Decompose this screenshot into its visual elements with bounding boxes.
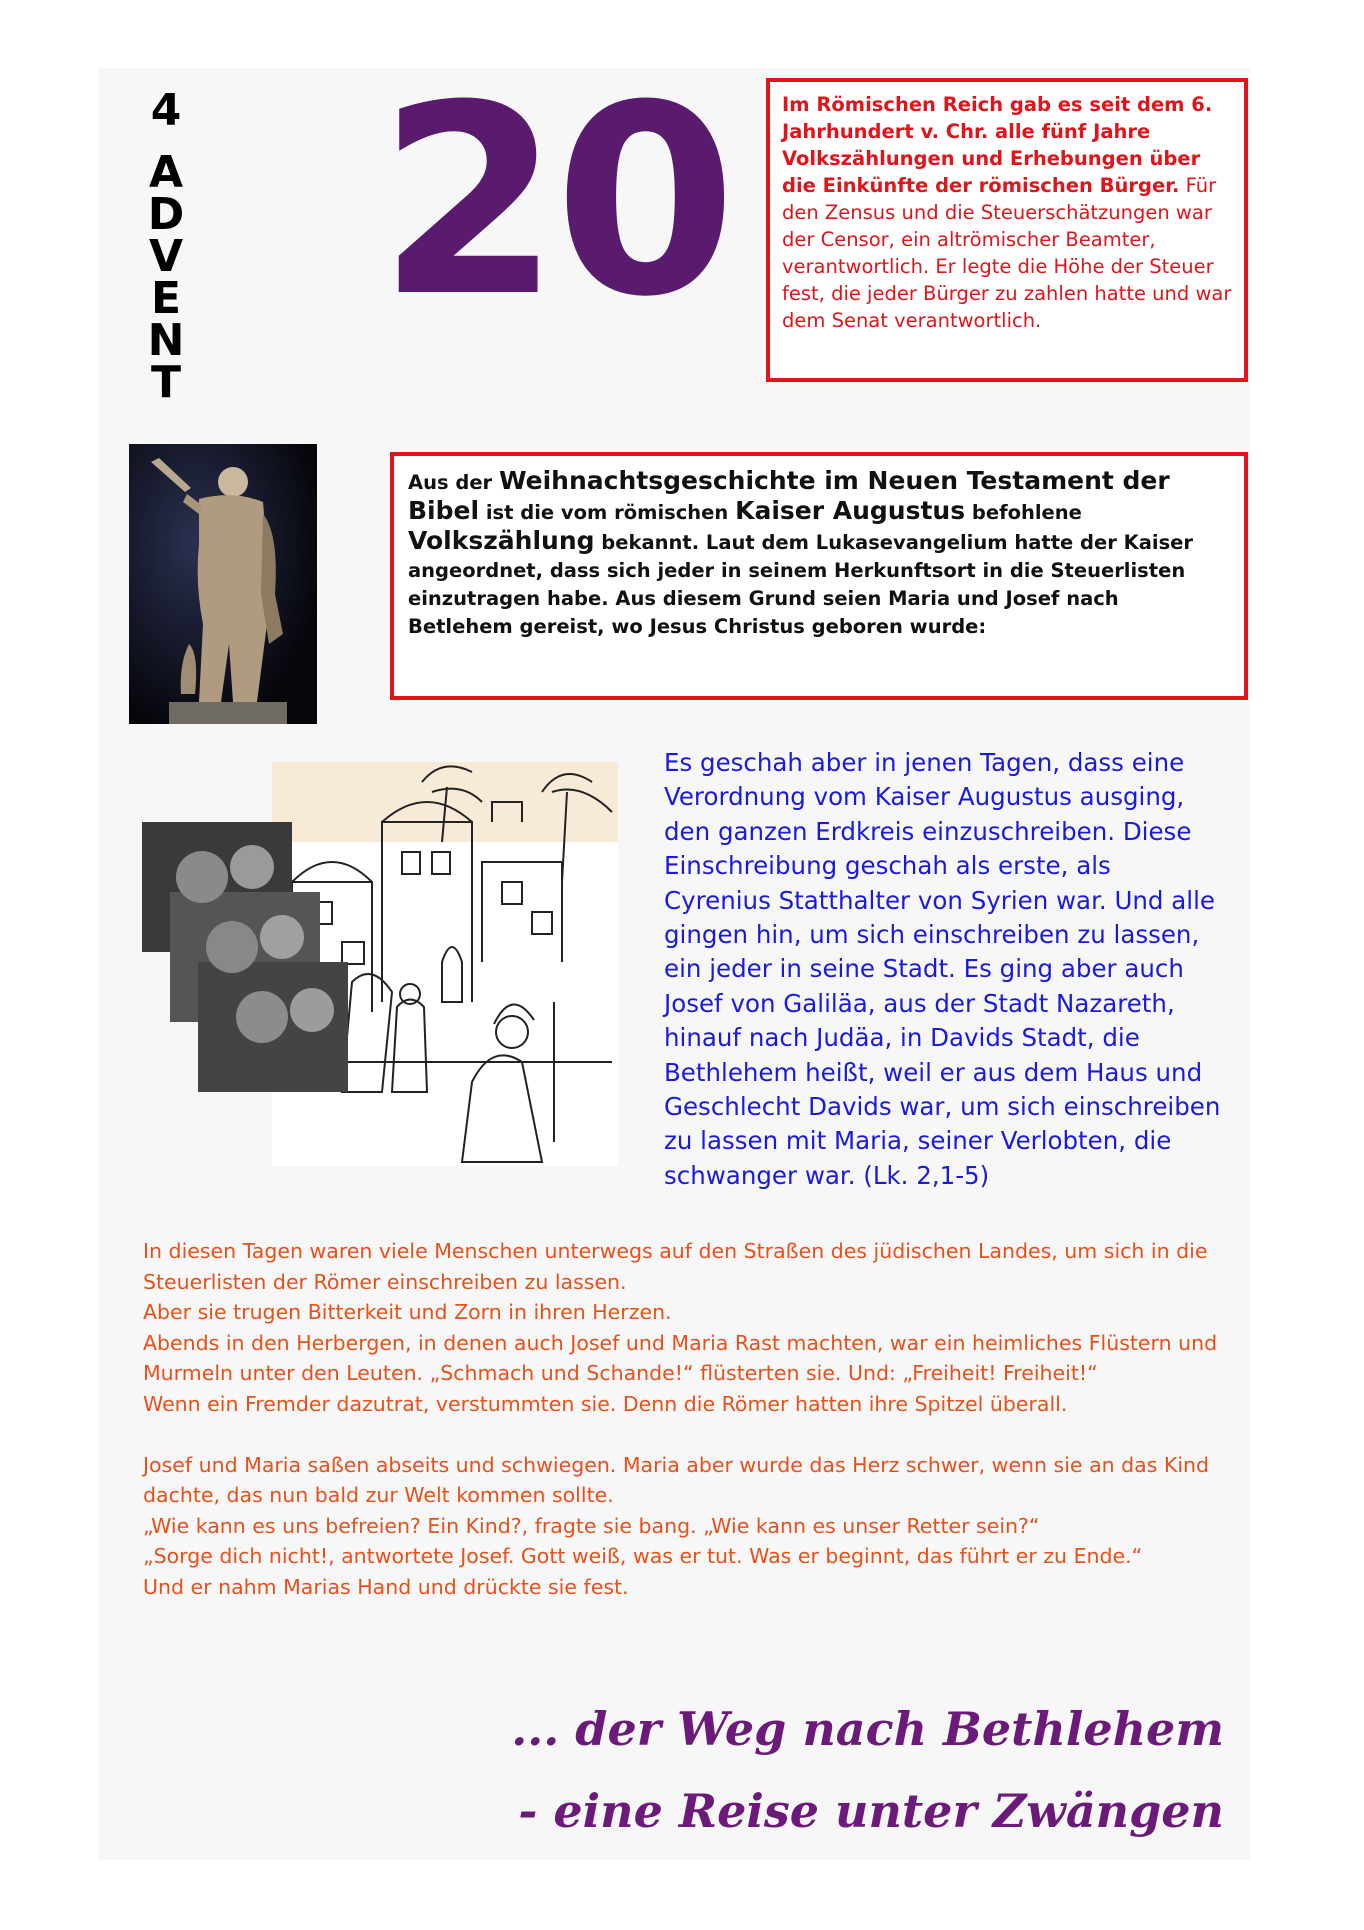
story-paragraph: Abends in den Herbergen, in denen auch Josef und Maria Rast machten, war ein heimliches Flüstern und Murmeln unter den Leuten. „Schmach und Schande!“ flüsterten sie. Und: „Freiheit! Freiheit!“ — [143, 1330, 1218, 1386]
info-text — [782, 91, 1232, 334]
census-illustration — [142, 762, 618, 1166]
bible-reference-box — [390, 452, 1248, 700]
advent-letter: V — [148, 231, 184, 282]
statue-illustration — [129, 444, 317, 724]
story-paragraph: In diesen Tagen waren viele Menschen unterwegs auf den Straßen des jüdischen Landes, um sich in die Steuerlisten der Römer einschreiben zu lassen. — [143, 1239, 1208, 1294]
story-paragraph: „Wie kann es uns befreien? Ein Kind?, fragte sie bang. „Wie kann es unser Retter sein?“ — [143, 1513, 1040, 1538]
info-regular-text: Für den Zensus und die Steuerschätzungen war der Censor, ein altrömischer Beamter, verantwortlich. Er legte die Höhe der Steuer fest, die jeder Bürger zu zahlen hatte und war dem Senat verantwortlich. — [782, 174, 1232, 332]
advent-number: 4 — [150, 85, 182, 136]
closing-line-1: ... der Weg nach Bethlehem — [511, 1702, 1224, 1756]
augustus-statue-image — [129, 444, 317, 724]
advent-letter: E — [150, 273, 182, 324]
text-fragment-emphasis: Volkszählung — [408, 526, 595, 555]
text-fragment: Aus der — [408, 471, 499, 494]
roman-census-info-box — [766, 78, 1248, 382]
paragraph-spacer — [143, 1420, 1233, 1450]
story-paragraph: Wenn ein Fremder dazutrat, verstummten sie. Denn die Römer hatten ihre Spitzel überall. — [143, 1391, 1068, 1416]
story-paragraph: Aber sie trugen Bitterkeit und Zorn in ihren Herzen. — [143, 1300, 672, 1325]
info-bold-text: Im Römischen Reich gab es seit dem 6. Jahrhundert v. Chr. alle fünf Jahre Volkszählungen und Erhebungen über die Einkünfte der römischen Bürger. — [782, 93, 1213, 197]
story-paragraph: „Sorge dich nicht!, antwortete Josef. Gott weiß, was er tut. Was er beginnt, das führt er zu Ende.“ — [143, 1544, 1143, 1569]
text-fragment: bekannt. Laut dem Lukasevangelium hatte der Kaiser angeordnet, dass sich jeder in seinem Herkunftsort in die Steuerlisten einzutragen habe. Aus diesem Grund seien Maria und Josef nach Betlehem gereist, wo Jesus Christus geboren wurde: — [408, 531, 1194, 638]
advent-vertical-label — [146, 85, 186, 408]
advent-letter: D — [147, 189, 185, 240]
calendar-day-number: 20 — [378, 49, 731, 354]
story-paragraph: Und er nahm Marias Hand und drückte sie fest. — [143, 1574, 629, 1599]
bible-reference-text — [408, 467, 1230, 641]
text-fragment: befohlene — [965, 501, 1082, 524]
story-paragraph: Josef und Maria saßen abseits und schwiegen. Maria aber wurde das Herz schwer, wenn sie an das Kind dachte, das nun bald zur Welt kommen sollte. — [143, 1452, 1210, 1508]
text-fragment-emphasis: Weihnachtsgeschichte im Neuen Testament der Bibel — [408, 466, 1170, 525]
census-illustration-collage — [142, 762, 618, 1166]
advent-letter: T — [150, 357, 181, 408]
advent-letter: N — [147, 315, 185, 366]
luke-scripture-quote: Es geschah aber in jenen Tagen, dass eine Verordnung vom Kaiser Augustus ausging, den ganzen Erdkreis einzuschreiben. Diese Einschreibung geschah als erste, als Cyrenius Statthalter von Syrien war. Und alle gingen hin, um sich einschreiben zu lassen, ein jeder in seine Stadt. Es ging aber auch Josef von Galiläa, aus der Stadt Nazareth, hinauf nach Judäa, in Davids Stadt, die Bethlehem heißt, weil er aus dem Haus und Geschlecht Davids war, um sich einschreiben zu lassen mit Maria, seiner Verlobten, die schwanger war. (Lk. 2,1-5) — [664, 748, 1221, 1190]
christmas-story-text — [143, 1236, 1233, 1603]
closing-line-2: - eine Reise unter Zwängen — [518, 1784, 1224, 1838]
text-fragment: ist die vom römischen — [479, 501, 736, 524]
text-fragment-emphasis: Kaiser Augustus — [735, 496, 966, 525]
advent-letter: A — [148, 147, 184, 198]
